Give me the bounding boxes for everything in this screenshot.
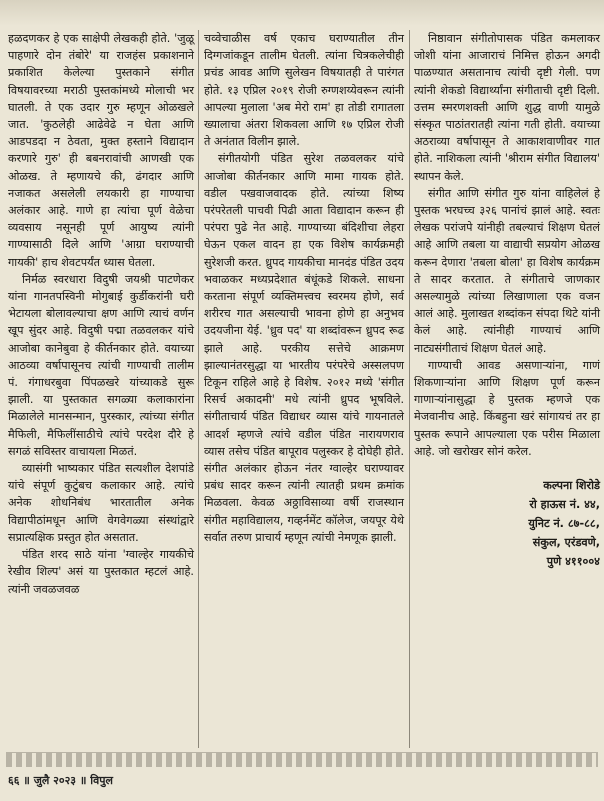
address-line: युनिट नं. ८७-८८, [528, 517, 600, 531]
decorative-border [6, 752, 598, 767]
column-divider [198, 30, 199, 748]
paragraph: निष्ठावान संगीतोपासक पंडित कमलाकर जोशी यांना आजाराचं निमित्त होऊन अगदी पाळण्यात असतानाच त्यांची दृष्टी गेली. पण त्यांनी शेकडो विद्यार्थ्यांना संगीताची दृष्टी दिली. उत्तम स्मरणशक्ती आणि शुद्ध वाणी यामुळे संस्कृत पाठांतरातही त्यांना गती होती. वयाच्या अठराव्या वर्षापासून ते आकाशवाणीवर गात होते. नाशिकला त्यांनी 'श्रीराम संगीत विद्यालय' स्थापन केले. [414, 32, 600, 183]
paragraph: व्यासंगी भाष्यकार पंडित सत्यशील देशपांडे यांचे संपूर्ण कुटुंबच कलाकार आहे. त्यांचे अनेक शोधनिबंध भारतातील अनेक विद्यापीठांमधून आणि वेगवेगळ्या संस्थांद्वारे सप्रात्यक्षिक प्रस्तुत होत असतात. [8, 462, 194, 544]
address-line: पुणे ४११००४ [546, 555, 600, 569]
author-signature [414, 476, 600, 571]
paragraph: गाण्याची आवड असणाऱ्यांना, गाणं शिकणाऱ्यांना आणि शिक्षण पूर्ण करून गाणाऱ्यांनासुद्धा हे पुस्तक म्हणजे एक मेजवानीच आहे. किंबहुना खरं सांगायचं तर हा पुस्तक रूपाने आपल्याला एक परीस मिळाला आहे. जो खरोखर सोनं करेल. [414, 358, 600, 458]
paragraph: हळदणकर हे एक साक्षेपी लेखकही होते. 'जुळू पाहणारे दोन तंबोरे' या राजहंस प्रकाशनाने प्रकाशित केलेल्या पुस्तकाने संगीत विषयावरच्या मराठी पुस्तकांमध्ये मोलाची भर घातली. ते एक उदार गुरु म्हणून ओळखले जात. 'कुठलेही आढेवेढे न घेता आणि आडपडदा न ठेवता, मुक्त हस्ताने विद्यादान करणारे गुरु' ही बबनरावांची आणखी एक ओळख. ते म्हणायचे की, ढंगदार आणि नजाकत असलेली लयकारी हा गाण्याचा अलंकार आहे. गाणे हा त्यांचा पूर्ण वेळेचा व्यवसाय नसूनही पूर्ण आयुष्य त्यांनी गाण्यासाठी दिले आणि 'आग्रा घराण्याची गायकी' हाच शेवटपर्यंत ध्यास घेतला. [8, 32, 194, 269]
address-line: रो हाऊस नं. ४४, [529, 498, 600, 512]
address-line: संकुल, एरंडवणे, [532, 536, 600, 550]
top-edge [0, 0, 604, 26]
paragraph: संगीतयोगी पंडित सुरेश तळवलकर यांचे आजोबा कीर्तनकार आणि मामा गायक होते. वडील पखवाजवादक होते. त्यांच्या शिष्य परंपरेतली पाचवी पिढी आता विद्यादान करून ही परंपरा पुढे नेत आहे. गाण्याच्या बंदिशीचा लेहरा घेऊन एकल वादन हा एक विशेष कार्यक्रमही सुरेशजी करत. ध्रुपद गायकीचा मानदंड पंडित उदय भवाळकर मध्यप्रदेशात बंधूंकडे शिकले. साधना करताना संपूर्ण व्यक्तिमत्त्वच स्वरमय होणे, सर्व शरीरच गात असल्याची भावना होणे हा अनुभव उदयजीना येई. 'ध्रुव पद' या शब्दांवरून ध्रुपद रूढ झाले आहे. परकीय सत्तेचे आक्रमण झाल्यानंतरसुद्धा या भारतीय परंपरेचे अस्सलपण टिकून राहिले आहे हे विशेष. २०१२ मध्ये 'संगीत रिसर्च अकादमी' मधे त्यांनी ध्रुपद भूषविले. संगीताचार्य पंडित विद्याधर व्यास यांचे गायनातले आदर्श म्हणजे त्यांचे वडील पंडित नारायणराव व्यास तसेच पंडित बापूराव पलुस्कर हे दोघेही होते. संगीत अलंकार होऊन नंतर ग्वाल्हेर घराण्यावर प्रबंध सादर करून त्यांनी त्यातही प्रथम क्रमांक मिळवला. केवळ अठ्ठाविसाव्या वर्षी राजस्थान संगीत महाविद्यालय, गव्हर्नमेंट कॉलेज, जयपूर येथे सर्वात तरुण प्राचार्य म्हणून त्यांची नेमणूक झाली. [204, 152, 404, 544]
column-divider [409, 30, 410, 748]
column-2 [204, 30, 404, 546]
paragraph: संगीत आणि संगीत गुरु यांना वाहिलेलं हे पुस्तक भरघच्च ३२६ पानांचं झालं आहे. स्वतः लेखक परांजपे यांनीही तबल्याचं शिक्षण घेतलं आहे आणि तबला या वाद्याची सप्रयोग ओळख करून देणारा 'तबला बोला' हा विशेष कार्यक्रम ते सादर करतात. ते संगीताचे जाणकार असल्यामुळे त्यांच्या लिखाणाला एक वजन आलं आहे. मुलाखत शब्दांकन संपदा थिटे यांनी केलं आहे. त्यांनीही गाण्याचं आणि नाट्यसंगीताचं शिक्षण घेतलं आहे. [414, 186, 600, 355]
column-1 [8, 30, 194, 598]
page-footer: ६६ ॥ जुलै २०२३ ॥ विपुल [8, 774, 113, 787]
column-3 [414, 30, 600, 571]
paragraph: निर्मळ स्वरधारा विदुषी जयश्री पाटणेकर यांना गानतपस्विनी मोगुबाई कुर्डीकरांनी घरी भेटायला बोलावल्याचा क्षण आणि त्याचं वर्णन खूप सुंदर आहे. विदुषी पद्मा तळवलकर यांचे आजोबा कानेबुवा हे कीर्तनकार होते. वयाच्या आठव्या वर्षापासूनच त्यांची गाण्याची तालीम पं. गंगाधरबुवा पिंपळखरे यांच्याकडे सुरू झाली. या पुस्तकात सगळ्या कलाकारांना मिळालेले मानसन्मान, पुरस्कार, त्यांच्या संगीत मैफिली, मैफिलींसाठीचे त्यांचे परदेश दौरे हे सगळं सविस्तर वाचायला मिळतं. [8, 272, 194, 458]
paragraph: चव्वेचाळीस वर्ष एकाच घराण्यातील तीन दिग्गजांकडून तालीम घेतली. त्यांना चित्रकलेचीही प्रचंड आवड आणि सुलेखन विषयातही ते पारंगत होते. १३ एप्रिल २०१९ रोजी रुग्णशय्येवरून त्यांनी आपल्या मुलाला 'अब मेरो राम' हा तोडी रागातला ख्यालाचा अंतरा शिकवला आणि १७ एप्रिल रोजी ते अनंतात विलीन झाले. [204, 32, 404, 149]
paragraph: पंडित शरद साठे यांना 'ग्वाल्हेर गायकीचे रेखीव शिल्प' असं या पुस्तकात म्हटलं आहे. त्यांनी जवळजवळ [8, 548, 194, 596]
author-name: कल्पना शिरोडे [543, 479, 600, 493]
